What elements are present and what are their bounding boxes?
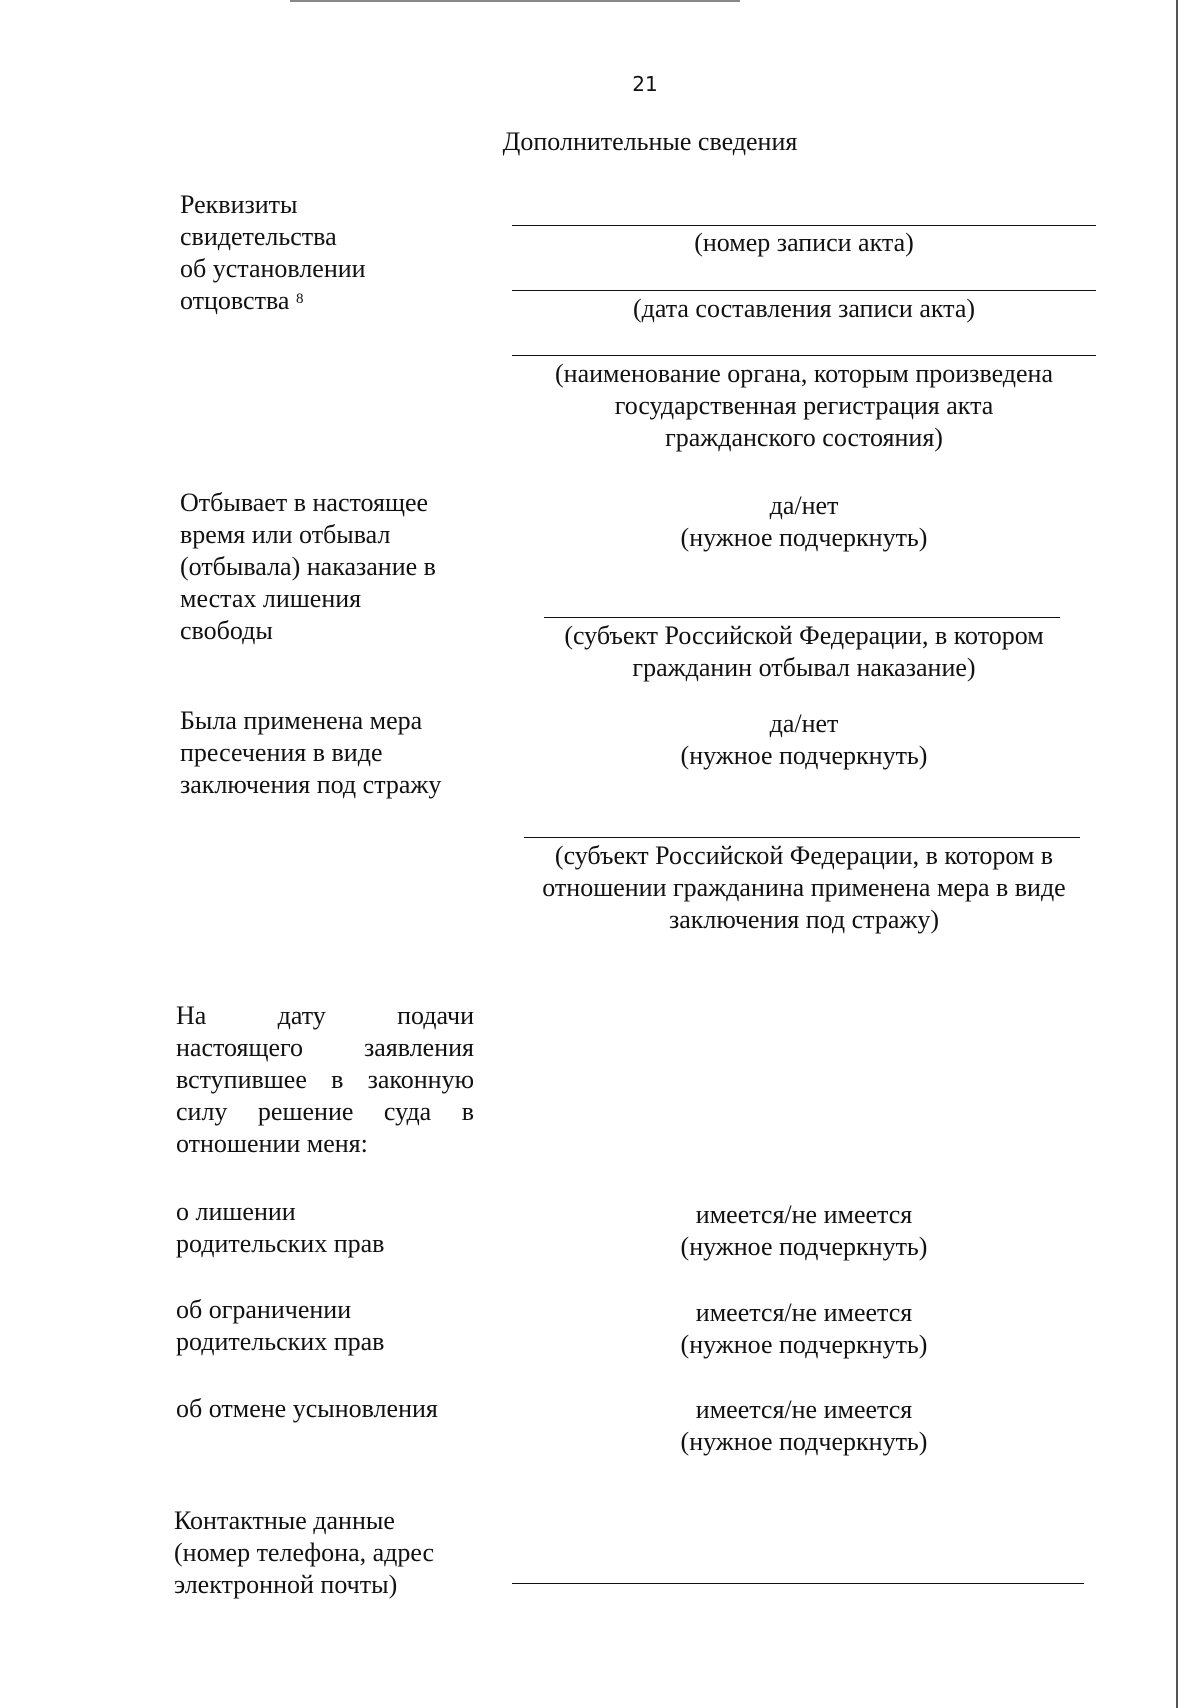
court-intro-line: отношении меня: [176, 1129, 368, 1158]
certificate-label-text: Реквизиты свидетельства об установлении отцовства [180, 190, 366, 315]
deprivation-choice-hint: (нужное подчеркнуть) [680, 1232, 928, 1261]
imprisonment-region-line[interactable] [544, 617, 1060, 618]
section-title: Дополнительные сведения [502, 127, 798, 156]
detention-label: Была применена мера пресечения в виде заключения под стражу [180, 706, 442, 799]
court-intro-line: вступившее в законную [176, 1065, 474, 1094]
deprivation-label: о лишении родительских прав [176, 1197, 385, 1258]
registry-body-caption: (наименование органа, которым произведена государственная регистрация акта гражданского состояния) [555, 359, 1053, 452]
adoption-cancel-choice-hint: (нужное подчеркнуть) [680, 1427, 928, 1456]
act-number-line[interactable] [512, 225, 1096, 226]
restriction-label: об ограничении родительских прав [176, 1295, 385, 1356]
contacts-label: Контактные данные (номер телефона, адрес электронной почты) [174, 1506, 435, 1599]
act-date-line[interactable] [512, 290, 1096, 291]
court-intro-line: На дату подачи [176, 1001, 474, 1030]
adoption-cancel-label: об отмене усыновления [176, 1394, 438, 1423]
adoption-cancel-choice[interactable]: имеется/не имеется [695, 1395, 913, 1424]
imprisonment-choice[interactable]: да/нет [769, 491, 839, 520]
restriction-choice-hint: (нужное подчеркнуть) [680, 1330, 928, 1359]
act-number-caption: (номер записи акта) [694, 228, 914, 257]
court-intro-line: настоящего заявления [176, 1033, 474, 1062]
imprisonment-label: Отбывает в настоящее время или отбывал (отбывала) наказание в местах лишения свободы [180, 488, 436, 645]
page-number: 21 [632, 72, 658, 96]
deprivation-choice[interactable]: имеется/не имеется [695, 1200, 913, 1229]
detention-choice-hint: (нужное подчеркнуть) [680, 741, 928, 770]
contacts-line[interactable] [512, 1583, 1084, 1584]
detention-region-line[interactable] [524, 837, 1080, 838]
court-decision-intro [176, 1000, 474, 1160]
detention-choice[interactable]: да/нет [769, 709, 839, 738]
restriction-choice[interactable]: имеется/не имеется [695, 1298, 913, 1327]
certificate-label [180, 189, 366, 317]
scan-edge-line [1176, 0, 1178, 1708]
detention-region-caption: (субъект Российской Федерации, в котором в отношении гражданина применена мера в виде заключения под стражу) [542, 841, 1066, 934]
imprisonment-choice-hint: (нужное подчеркнуть) [680, 523, 928, 552]
scan-top-mark [290, 0, 740, 2]
registry-body-line[interactable] [512, 355, 1096, 356]
court-intro-line: силу решение суда в [176, 1097, 474, 1126]
footnote-marker: 8 [295, 291, 304, 307]
act-date-caption: (дата составления записи акта) [632, 294, 976, 323]
imprisonment-region-caption: (субъект Российской Федерации, в котором гражданин отбывал наказание) [564, 621, 1044, 682]
